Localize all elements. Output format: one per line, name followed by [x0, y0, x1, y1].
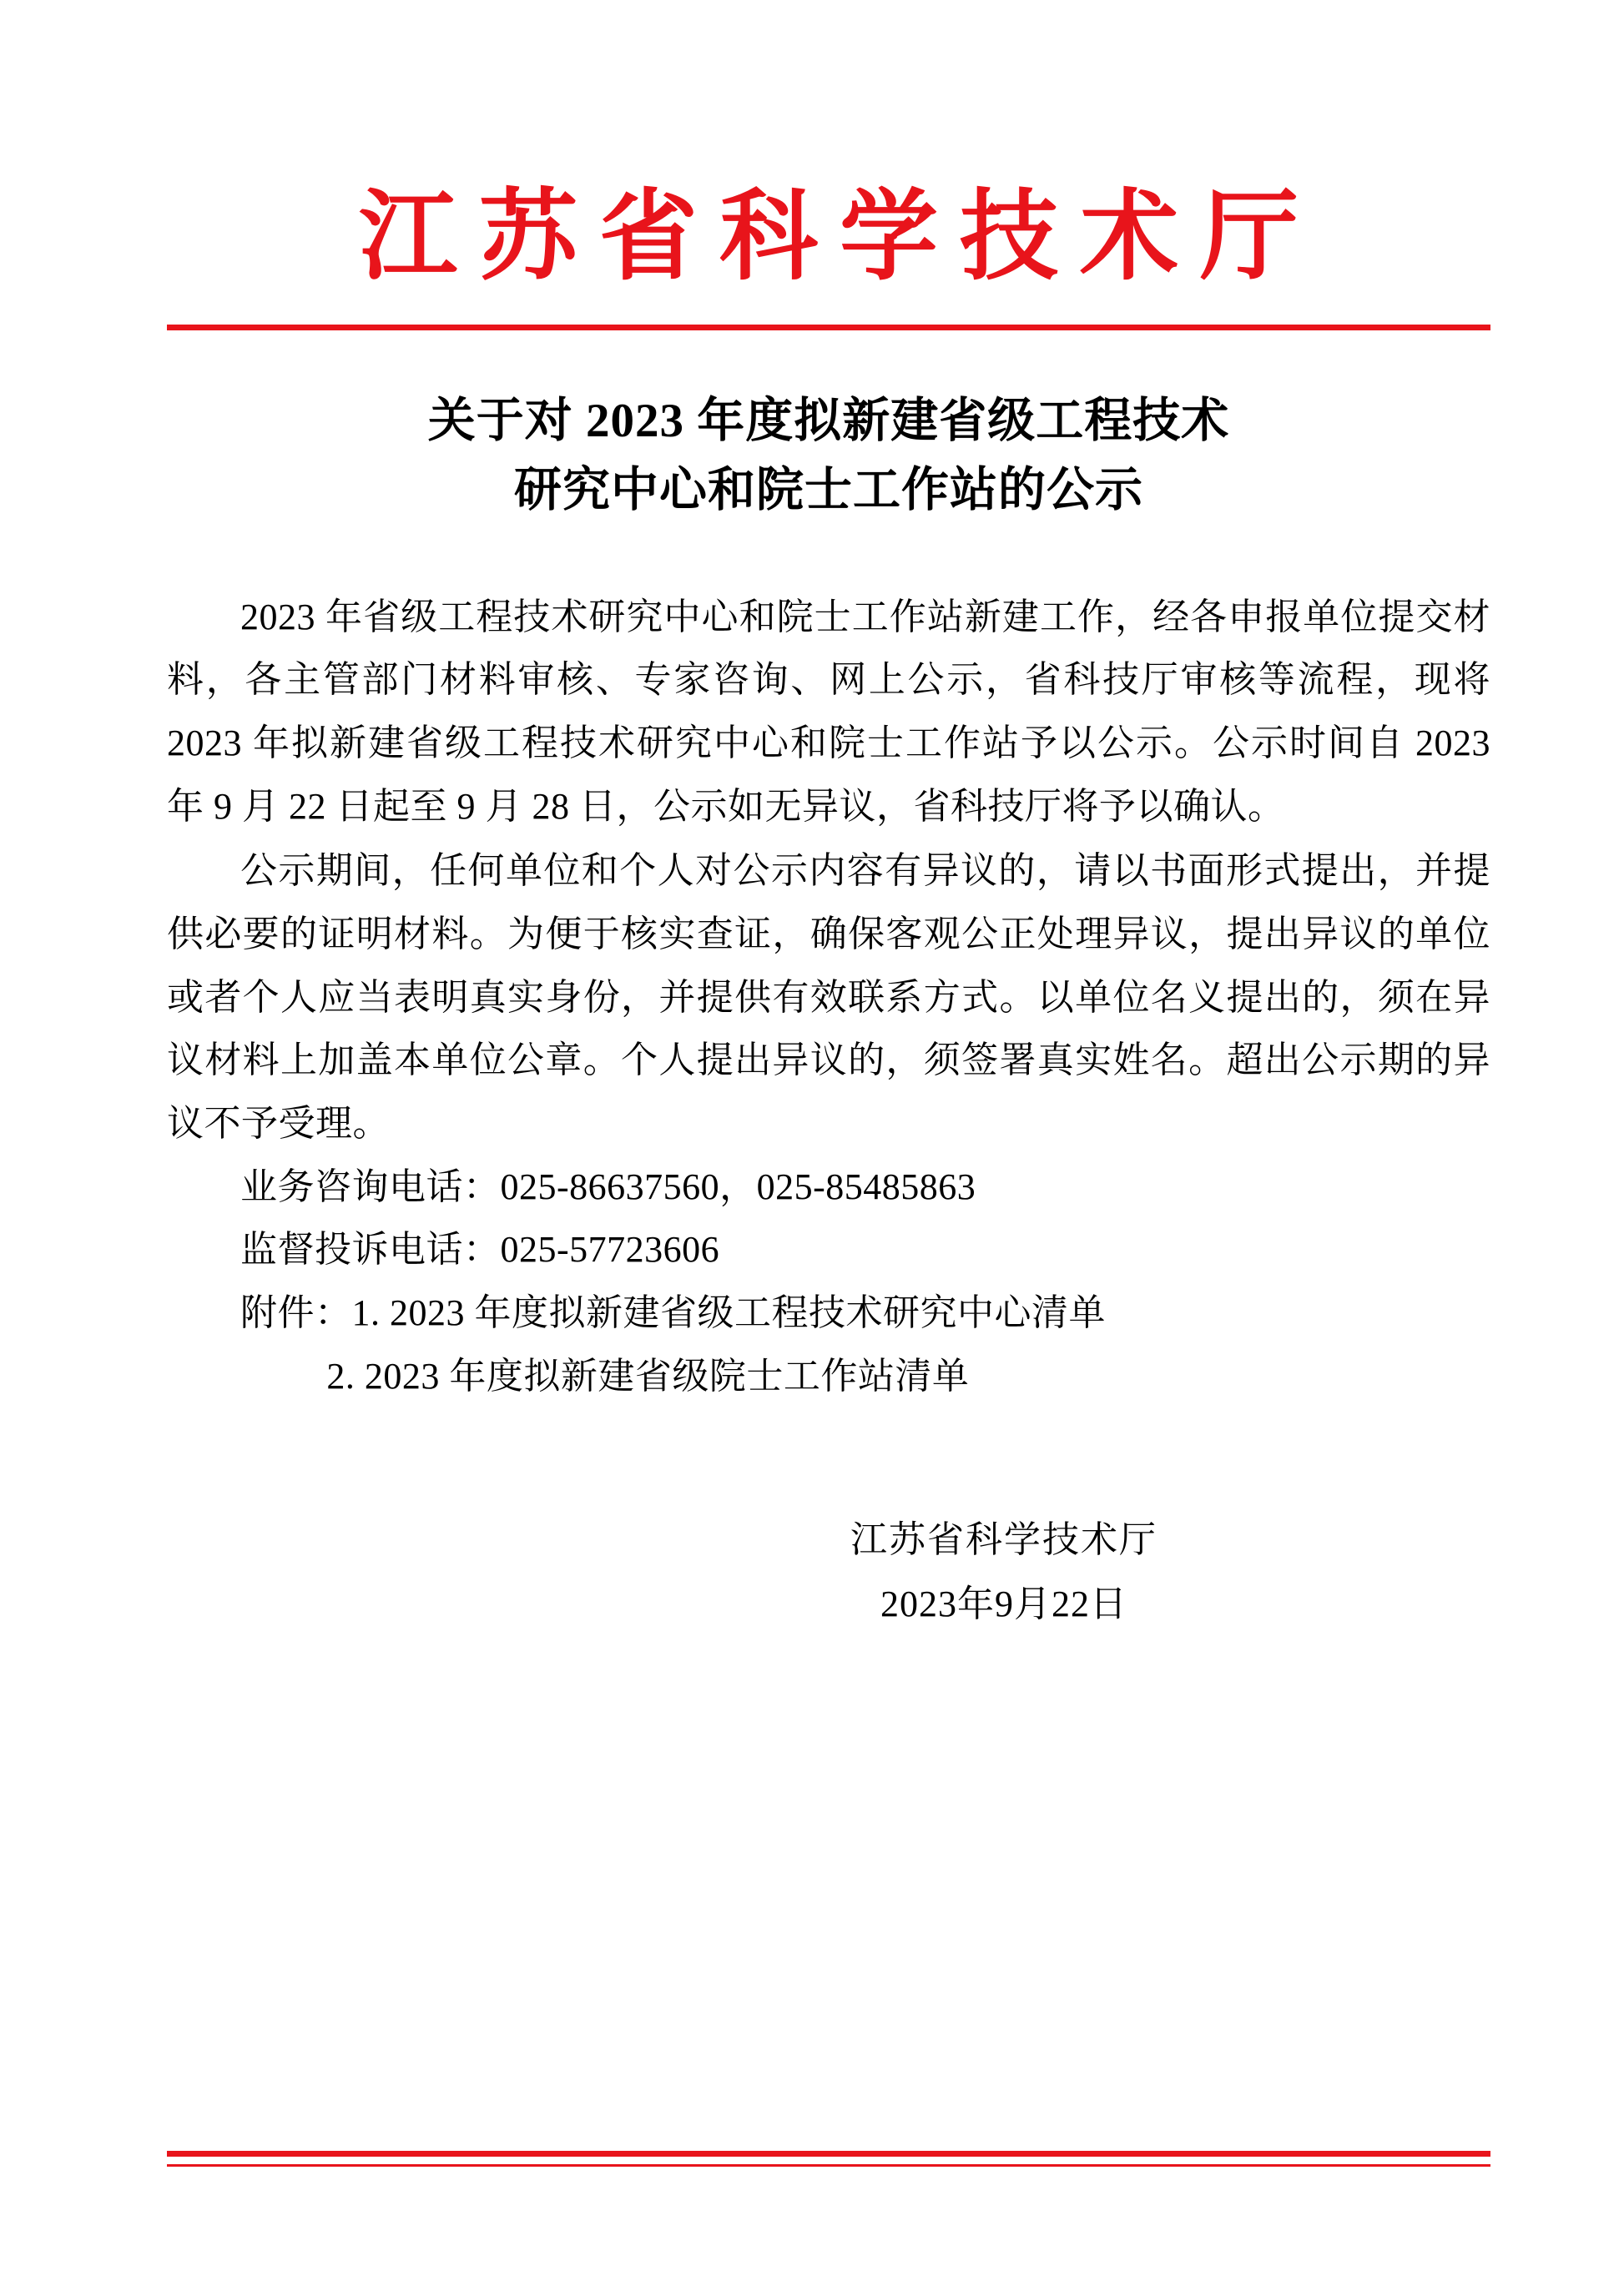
attachment-item-2: 2. 2023 年度拟新建省级院士工作站清单	[326, 1355, 970, 1397]
body-paragraph-2: 公示期间，任何单位和个人对公示内容有异议的，请以书面形式提出，并提供必要的证明材料。为便于核实查证，确保客观公正处理异议，提出异议的单位或者个人应当表明真实身份，并提供有效联系方式。以单位名义提出的，须在异议材料上加盖本单位公章。个人提出异议的，须签署真实姓名。超出公示期的异议不予受理。	[167, 850, 1490, 1144]
attachment-item-1: 附件：1. 2023 年度拟新建省级工程技术研究中心清单	[240, 1292, 1106, 1333]
masthead-organization: 江苏省科学技术厅	[358, 183, 1320, 292]
page-title-line-2: 研究中心和院士工作站的公示	[514, 463, 1143, 516]
footer-divider-thick	[167, 2151, 1490, 2157]
document-body	[167, 586, 1490, 1408]
body-paragraph-1: 2023 年省级工程技术研究中心和院士工作站新建工作，经各申报单位提交材料，各主管部门材料审核、专家咨询、网上公示，省科技厅审核等流程，现将 2023 年拟新建省级工程技术研究中心和院士工作站予以公示。公示时间自 2023 年 9 月 22 日起至 9 月 28 日，公示如无异议，省科技厅将予以确认。	[167, 596, 1490, 827]
document-content	[167, 0, 1490, 1636]
page-title	[167, 387, 1490, 525]
business-inquiry-phone: 业务咨询电话：025-86637560，025-85485863	[240, 1166, 976, 1207]
masthead	[167, 179, 1490, 330]
signature-organization: 江苏省科学技术厅	[850, 1519, 1157, 1561]
signature-block	[167, 1508, 1490, 1636]
masthead-divider	[167, 325, 1490, 330]
page-title-line-1: 关于对 2023 年度拟新建省级工程技术	[427, 395, 1230, 448]
footer-divider	[167, 2151, 1490, 2167]
complaint-hotline-phone: 监督投诉电话：025-57723606	[240, 1229, 720, 1271]
signature-date: 2023年9月22日	[880, 1584, 1127, 1625]
footer-divider-thin	[167, 2164, 1490, 2167]
